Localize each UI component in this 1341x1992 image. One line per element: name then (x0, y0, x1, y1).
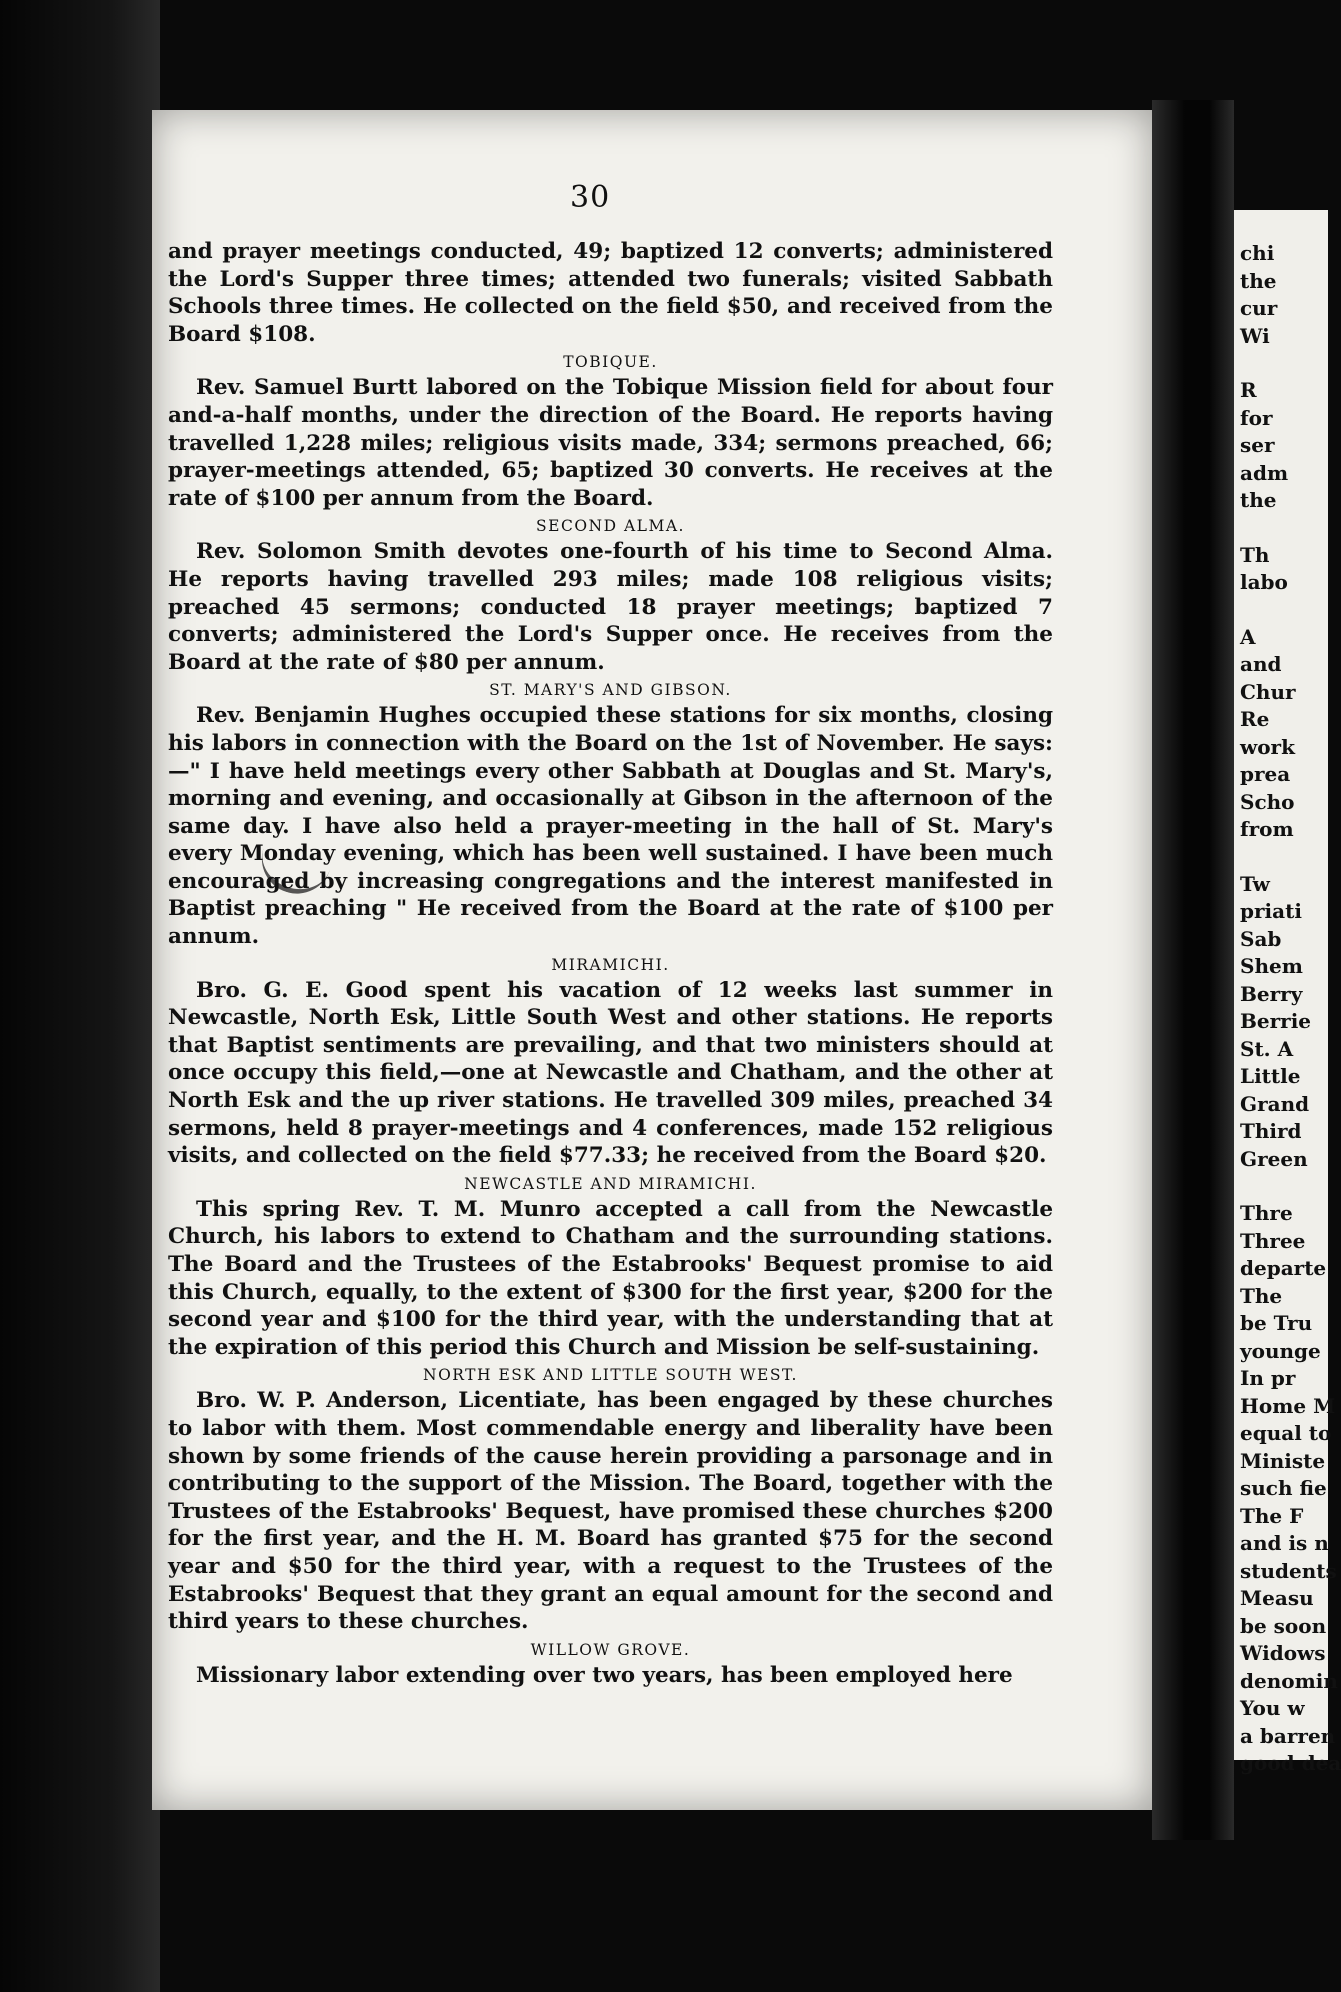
facing-page-line: work (1240, 734, 1295, 759)
facing-page-line: ser (1240, 433, 1275, 457)
facing-page-line: The F (1240, 1503, 1304, 1528)
section-heading-st-marys: ST. MARY'S AND GIBSON. (489, 681, 732, 700)
facing-page-line: the (1240, 488, 1277, 512)
facing-page-line: younge (1240, 1338, 1321, 1363)
facing-page-line: St. A (1240, 1036, 1294, 1061)
facing-page-line: such fie (1240, 1476, 1327, 1500)
facing-page-line: Chur (1240, 679, 1296, 704)
paragraph-north-esk: Bro. W. P. Anderson, Licentiate, has been engaged by these churches to labor with them. Most commendable energy and liberality have been shown by some friends of the cause herein providing a parsonage and in contributing to the support of the Mission. The Board, together with the Trustees of the Estabrooks' Bequest, have promised these churches $200 for the first year, and the H. M. Board has granted $75 for the second year and $50 for the third year, with a request to the Trustees of the Estabrooks' Bequest that they grant an equal amount for the second and third years to these churches. (168, 1388, 1053, 1635)
paragraph-tobique: Rev. Samuel Burtt labored on the Tobique Mission field for about four and-a-half months, under the direction of the Board. He reports having travelled 1,228 miles; religious visits made, 334; sermons preached, 66; prayer-meetings attended, 65; baptized 30 converts. He receives at the rate of $100 per annum from the Board. (168, 375, 1053, 511)
paragraph-miramichi: Bro. G. E. Good spent his vacation of 12 weeks last summer in Newcastle, North Esk, Little South West and other stations. He reports that Baptist sentiments are prevailing, and that two ministers should at once occupy this field,—one at Newcastle and Chatham, and the other at North Esk and the up river stations. He travelled 309 miles, preached 34 sermons, held 8 prayer-meetings and 4 conferences, made 152 religious visits, and collected on the field $77.33; he received from the Board $20. (168, 977, 1053, 1169)
paragraph-second-alma: Rev. Solomon Smith devotes one-fourth of his time to Second Alma. He reports having travelled 293 miles; made 108 religious visits; preached 45 sermons; conducted 18 prayer meetings; baptized 7 converts; administered the Lord's Supper once. He receives from the Board at the rate of $80 per annum. (168, 539, 1053, 675)
page-body (168, 238, 1053, 1689)
facing-page-line: Home M (1240, 1393, 1336, 1418)
facing-page-line: cur (1240, 296, 1278, 320)
facing-page-line: Berrie (1240, 1009, 1312, 1033)
paragraph-st-marys: Rev. Benjamin Hughes occupied these stations for six months, closing his labors in connection with the Board on the 1st of November. He says:—" I have held meetings every other Sabbath at Douglas and St. Mary's, morning and evening, and occasionally at Gibson in the afternoon of the same day. I have also held a prayer-meeting in the hall of St. Mary's every Monday evening, which has been well sustained. I have been much encouraged by increasing congregations and the interest manifested in Baptist preaching " He received from the Board at the rate of $100 per annum. (168, 703, 1053, 950)
facing-page-line: departe (1240, 1256, 1327, 1280)
section-heading-tobique: TOBIQUE. (563, 353, 658, 372)
facing-page-line: Re (1240, 707, 1270, 731)
facing-page-line: for (1240, 405, 1273, 430)
facing-page-line: Scho (1240, 789, 1295, 814)
facing-page-line: Third (1240, 1119, 1302, 1143)
facing-page-line: adm (1240, 460, 1289, 485)
facing-page-line: labo (1240, 570, 1288, 594)
facing-page-text (1240, 240, 1341, 1778)
facing-page-line: and (1240, 652, 1282, 676)
facing-page-gap (1240, 350, 1341, 377)
facing-page-line: prea (1240, 762, 1291, 786)
facing-page-line: Wi (1240, 323, 1270, 348)
facing-page-line: chi (1240, 241, 1275, 265)
facing-page-line: priati (1240, 899, 1302, 923)
facing-page-gap (1240, 515, 1341, 542)
paragraph-willow-grove: Missionary labor extending over two years, has been employed here (196, 1662, 1013, 1688)
facing-page-line: A (1240, 624, 1256, 649)
scan-border (0, 0, 160, 1992)
facing-page-line: be soon (1240, 1613, 1327, 1638)
facing-page-line: equal to (1240, 1421, 1332, 1445)
facing-page-line: Sab (1240, 926, 1282, 951)
section-heading-willow-grove: WILLOW GROVE. (530, 1640, 691, 1659)
section-heading-miramichi: MIRAMICHI. (551, 955, 670, 974)
facing-page-line: and is n (1240, 1531, 1329, 1555)
facing-page-gap (1240, 597, 1341, 624)
facing-page-line: Three (1240, 1228, 1306, 1253)
facing-page-line: be Tru (1240, 1311, 1313, 1335)
facing-page-line: Tw (1240, 871, 1270, 896)
facing-page-line: Ministe (1240, 1448, 1326, 1473)
section-heading-second-alma: SECOND ALMA. (536, 517, 685, 536)
facing-page-line: students (1240, 1558, 1337, 1583)
facing-page-line: from (1240, 817, 1294, 841)
facing-page-line: Grand (1240, 1091, 1310, 1116)
facing-page-line: Th (1240, 542, 1270, 567)
facing-page-line: R (1240, 378, 1257, 402)
page-number: 30 (570, 180, 611, 215)
paragraph-intro: and prayer meetings conducted, 49; baptized 12 converts; administered the Lord's Supper three times; attended two funerals; visited Sabbath Schools three times. He collected on the field $50, and received from the Board $108. (168, 239, 1053, 347)
paragraph-newcastle: This spring Rev. T. M. Munro accepted a call from the Newcastle Church, his labors to extend to Chatham and the surrounding stations. The Board and the Trustees of the Estabrooks' Bequest promise to aid this Church, equally, to the extent of $300 for the first year, $200 for the second year and $100 for the third year, with the understanding that at the expiration of this period this Church and Mission be self-sustaining. (168, 1196, 1053, 1360)
facing-page-gap (1240, 1173, 1341, 1200)
facing-page-line: Shem (1240, 954, 1303, 978)
facing-page (1234, 210, 1341, 1775)
facing-page-line: The (1240, 1283, 1283, 1308)
facing-page-line: the (1240, 268, 1277, 293)
book-gutter (1152, 100, 1234, 1840)
facing-page-line: denomin (1240, 1668, 1338, 1693)
facing-page-line: a barren (1240, 1723, 1336, 1748)
facing-page-line: Little (1240, 1064, 1301, 1088)
facing-page-line: Measu (1240, 1586, 1314, 1610)
facing-page-line: Berry (1240, 981, 1303, 1006)
section-heading-newcastle: NEWCASTLE AND MIRAMICHI. (464, 1174, 757, 1193)
facing-page-line: Green (1240, 1146, 1308, 1171)
facing-page-gap (1240, 844, 1341, 871)
facing-page-line: Widows (1240, 1641, 1326, 1665)
facing-page-line: good dea (1240, 1751, 1341, 1775)
facing-page-line: Thre (1240, 1201, 1293, 1225)
section-heading-north-esk: NORTH ESK AND LITTLE SOUTH WEST. (423, 1366, 798, 1385)
facing-page-line: You w (1240, 1696, 1305, 1720)
facing-page-line: In pr (1240, 1366, 1296, 1390)
